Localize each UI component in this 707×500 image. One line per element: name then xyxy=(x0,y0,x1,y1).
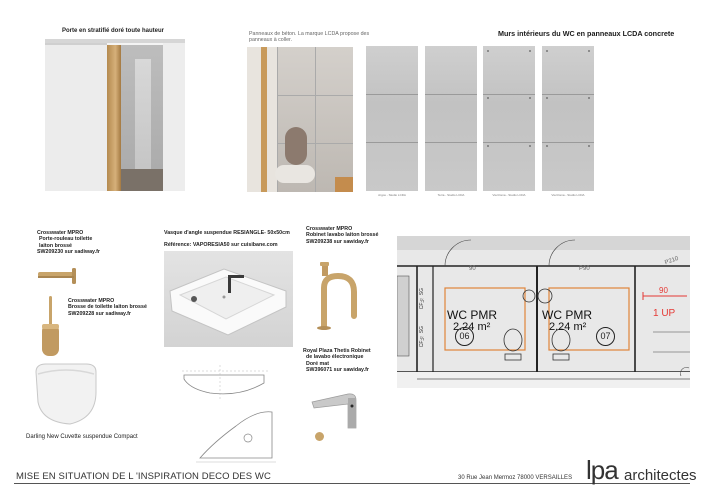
brush-text: Crosswater MPRO Brosse de toilette laiton brossé SW209228 sur sadiway.fr xyxy=(68,298,147,317)
panel-caption-2: Terra - Studio LCDA xyxy=(437,193,465,197)
basin-top-drawing xyxy=(196,402,276,464)
basin-reference: Référence: VAPORESIA50 sur cuisibane.com xyxy=(164,242,278,248)
dimension-label: 90 xyxy=(659,286,668,295)
plan-small-label-2: P90 xyxy=(579,266,590,272)
room-07-area: 2.24 m² xyxy=(549,321,587,333)
plan-small-label-1: 90 xyxy=(469,266,476,272)
concrete-heading: Murs intérieurs du WC en panneaux LCDA concrete xyxy=(498,29,675,38)
logo-lpa: lpa xyxy=(586,455,618,485)
sensor-tap-text: Royal Plaza Thetis Robinet de lavabo électronique Doré mat SW396071 sur sawiday.fr xyxy=(303,348,371,374)
concrete-interior-photo xyxy=(247,47,353,192)
side-label-1: CF½ SG xyxy=(419,288,425,310)
footer-logo xyxy=(586,455,696,489)
side-label-2: CF½ SG xyxy=(419,326,425,348)
tap-image xyxy=(310,258,362,330)
room-07-number: 07 xyxy=(596,327,615,346)
door-photo xyxy=(45,39,185,191)
basin-side-drawing xyxy=(180,365,272,399)
panel-caption-1: Argos - Studio LCDA xyxy=(378,193,406,197)
toilet-image xyxy=(30,362,102,428)
floor-plan xyxy=(397,236,690,388)
panel-caption-4: Via Roma - Studio LCDA xyxy=(551,193,585,197)
room-06-label: WC PMR xyxy=(447,308,497,322)
room-06-number: 06 xyxy=(455,327,474,346)
tap-text: Crosswater MPRO Robinet lavabo laiton brossé SW209238 sur sawiday.fr xyxy=(306,226,379,245)
panel-caption-3: Via Roma - Studio LCDA xyxy=(492,193,526,197)
concrete-description: Panneaux de béton. La marque LCDA propose des panneaux à coller. xyxy=(249,31,370,44)
plan-small-label-3: P210 xyxy=(664,255,680,267)
concrete-panel-2 xyxy=(425,46,477,191)
footer-title: MISE EN SITUATION DE L 'INSPIRATION DECO DES WC xyxy=(16,471,271,482)
sensor-tap-image xyxy=(308,384,370,432)
logo-architectes: architectes xyxy=(624,467,697,484)
room-07-label: WC PMR xyxy=(542,308,592,322)
basin-photo xyxy=(164,251,293,347)
brass-swatch xyxy=(315,432,324,441)
basin-title: Vasque d'angle suspendue RESIANGLE- 50x50cm xyxy=(164,230,290,236)
up-label: 1 UP xyxy=(653,308,676,319)
toilet-brush-image xyxy=(38,296,64,358)
concrete-panel-3 xyxy=(483,46,535,191)
concrete-panel-4 xyxy=(542,46,594,191)
room-06-area: 2.24 m² xyxy=(453,321,491,333)
holder-text: Crosswater MPRO Porte-rouleau toilette laiton brossé SW209230 sur sadiway.fr xyxy=(37,230,100,256)
concrete-panel-1 xyxy=(366,46,418,191)
roll-holder-image xyxy=(36,264,80,288)
door-title: Porte en stratifié doré toute hauteur xyxy=(62,28,165,34)
footer-address: 30 Rue Jean Mermoz 78000 VERSAILLES xyxy=(458,475,573,481)
toilet-label: Darling New Cuvette suspendue Compact xyxy=(26,434,138,440)
